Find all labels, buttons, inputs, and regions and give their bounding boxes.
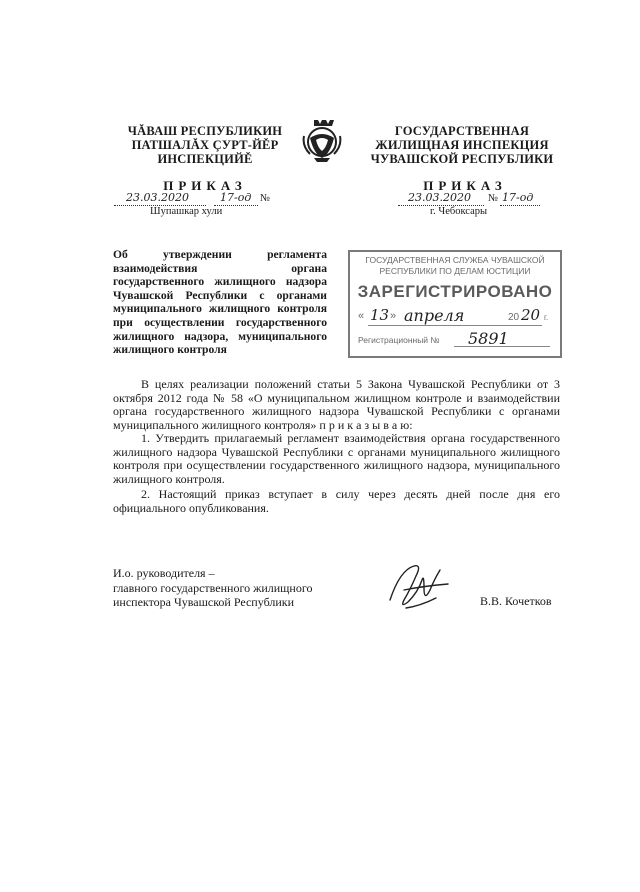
left-date-handwritten: 23.03.2020 xyxy=(126,191,189,204)
signatory-line1: И.о. руководителя – xyxy=(113,566,215,580)
stamp-year-suffix: г. xyxy=(544,313,549,322)
prikaz-right-title: ПРИКАЗ xyxy=(423,178,507,193)
stamp-date-underline xyxy=(368,325,542,326)
handwritten-signature xyxy=(384,560,454,620)
header-right-line2: ЖИЛИЩНАЯ ИНСПЕКЦИЯ xyxy=(375,138,549,152)
coat-of-arms-emblem xyxy=(302,118,342,164)
right-number-underline xyxy=(500,205,540,206)
signatory-name: В.В. Кочетков xyxy=(480,594,552,608)
stamp-reg-label: Регистрационный № xyxy=(358,335,440,345)
signatory-block xyxy=(113,566,373,610)
header-right-line1: ГОСУДАРСТВЕННАЯ xyxy=(394,124,530,138)
right-number-sign: № xyxy=(488,193,499,204)
stamp-line2: РЕСПУБЛИКИ ПО ДЕЛАМ ЮСТИЦИИ xyxy=(379,266,531,276)
stamp-reg-underline xyxy=(454,346,550,347)
stamp-reg-number-handwritten: 5891 xyxy=(468,329,509,348)
header-left-line3: ИНСПЕКЦИЙĚ xyxy=(157,152,253,166)
prikaz-left-title: ПРИКАЗ xyxy=(163,178,247,193)
left-city: Шупашкар хули xyxy=(150,206,223,217)
stamp-quote-close: » xyxy=(390,310,397,322)
stamp-registered: ЗАРЕГИСТРИРОВАНО xyxy=(357,282,553,301)
right-date-line xyxy=(398,193,558,207)
signatory-line3: инспектора Чувашской Республики xyxy=(113,595,295,609)
stamp-day-handwritten: 13 xyxy=(370,306,390,324)
header-left xyxy=(110,124,300,166)
right-number-handwritten: 17-од xyxy=(502,191,534,204)
body-intro: В целях реализации положений статьи 5 Закона Чувашской Республики от 3 октября 2012 года № 58 «О муниципальном жилищном контроле и взаимодействии органа государственного жилищного надзора Чувашской Республики с органами муниципального жилищного контроля» п р и к а з ы в а ю: xyxy=(113,377,560,432)
registration-stamp xyxy=(348,250,562,358)
document-title: Об утверждении регламента взаимодействия органа государственного жилищного надзора Чувашской Республики с органами муниципального жилищного контроля при осуществлении государственного жилищного надзора, муниципального жилищного контроля xyxy=(113,248,327,357)
document-body xyxy=(113,378,560,515)
stamp-reg-row xyxy=(358,329,554,350)
stamp-date-row xyxy=(358,308,554,328)
header-left-line1: ЧĂВАШ РЕСПУБЛИКИН xyxy=(127,124,283,138)
left-number-sign: № xyxy=(260,193,271,204)
right-city: г. Чебоксары xyxy=(430,206,488,217)
body-item-1: 1. Утвердить прилагаемый регламент взаимодействия органа государственного жилищного надзора Чувашской Республики с органами муниципального жилищного контроля при осуществлении государственного жилищного надзора, муниципального жилищного контроля. xyxy=(113,431,560,486)
header-right xyxy=(352,124,572,166)
stamp-year-prefix: 20 xyxy=(508,312,520,323)
signatory-line2: главного государственного жилищного xyxy=(113,580,313,595)
stamp-year-handwritten: 20 xyxy=(521,306,541,324)
stamp-line1: ГОСУДАРСТВЕННАЯ СЛУЖБА ЧУВАШСКОЙ xyxy=(365,255,545,265)
stamp-month-handwritten: апреля xyxy=(404,306,465,325)
header-right-line3: ЧУВАШСКОЙ РЕСПУБЛИКИ xyxy=(370,152,554,166)
header-left-line2: ПАТШАЛĂХ ÇУРТ-ЙĚР xyxy=(131,138,279,152)
stamp-quote-open: « xyxy=(358,310,365,322)
left-date-line xyxy=(114,193,294,207)
right-date-handwritten: 23.03.2020 xyxy=(408,191,471,204)
left-number-handwritten: 17-од xyxy=(220,191,252,204)
body-item-2: 2. Настоящий приказ вступает в силу через десять дней после дня его официального опубликования. xyxy=(113,487,560,515)
